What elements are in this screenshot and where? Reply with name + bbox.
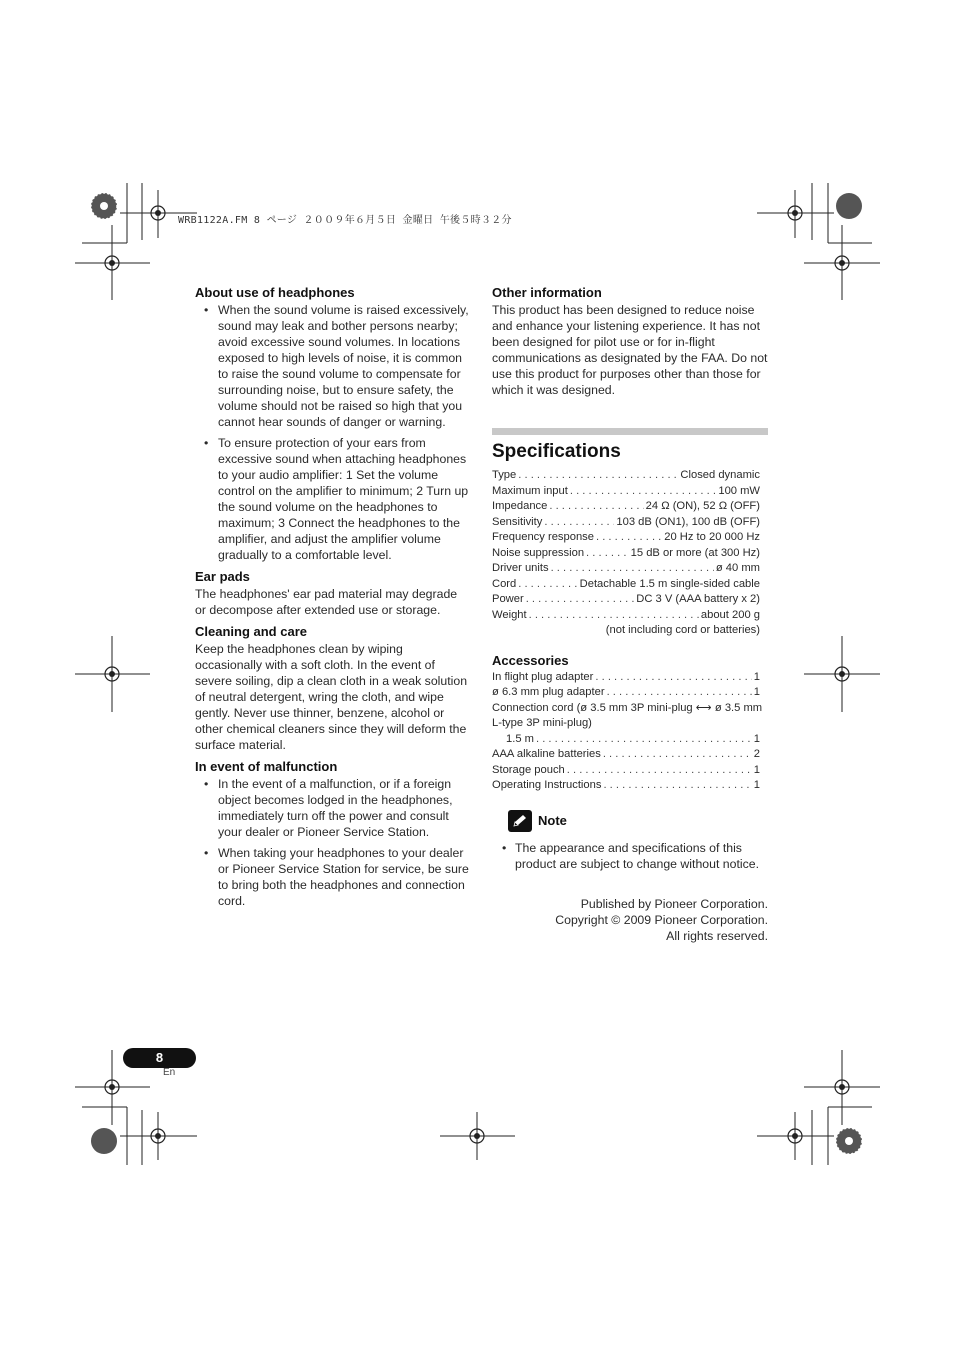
accessory-qty: 1 [753, 670, 760, 683]
spec-value: 20 Hz to 20 000 Hz [664, 531, 760, 543]
spec-row [492, 608, 760, 624]
accessory-qty: 2 [753, 748, 760, 760]
spec-row [492, 592, 760, 608]
spec-row [492, 484, 760, 500]
connection-cord-text: Connection cord (ø 3.5 mm 3P mini-plug ⟷ ø 3.5 mm L-type 3P mini-plug) [492, 701, 763, 729]
list-item: • In the event of a malfunction, or if a foreign object becomes lodged in the headphones, immediately turn off the power and consult your dealer or Pioneer Service Station. [195, 776, 470, 840]
copyright-line: Copyright © 2009 Pioneer Corporation. [555, 912, 768, 927]
spec-row [492, 577, 760, 593]
spec-row [492, 468, 760, 484]
about-headphones-heading: About use of headphones [195, 285, 355, 300]
weight-note: (not including cord or batteries) [605, 624, 760, 636]
spec-label: Driver units [492, 562, 549, 574]
specifications-heading: Specifications [492, 441, 621, 462]
about-headphones-section [195, 285, 470, 563]
accessories-list [492, 670, 768, 794]
list-item: • When the sound volume is raised excessively, sound may leak and bother persons nearby; avoid excessive sound volumes. In locations exposed to high levels of noise, it is common to raise the sound volume to compensate for surrounding noise, but to ensure safety, the volume should not be raised so high that you cannot hear sounds of danger or warning. [195, 302, 470, 430]
rights-line: All rights reserved. [666, 928, 768, 943]
spec-value: 103 dB (ON1), 100 dB (OFF) [616, 515, 760, 528]
accessory-label: 1.5 m [506, 732, 534, 745]
accessory-label: Storage pouch [492, 763, 565, 776]
spec-value: Detachable 1.5 m single-sided cable [579, 577, 760, 590]
spec-row [492, 561, 760, 577]
spec-label: Noise suppression [492, 546, 585, 559]
ear-pads-heading: Ear pads [195, 569, 250, 584]
cleaning-heading: Cleaning and care [195, 624, 307, 639]
page-language: En [163, 1067, 176, 1078]
accessory-label: Operating Instructions [492, 779, 602, 791]
accessory-row [492, 732, 760, 748]
spec-label: Cord [492, 577, 517, 590]
cleaning-section [195, 624, 470, 753]
ear-pads-text: The headphones' ear pad material may degrade or decompose after extended use or storage. [195, 587, 458, 617]
spec-label: Power [492, 593, 524, 605]
accessory-qty: 1 [753, 763, 760, 776]
spec-value: 15 dB or more (at 300 Hz) [630, 546, 760, 559]
spec-value: DC 3 V (AAA battery x 2) [636, 593, 760, 605]
about-headphones-list [195, 302, 470, 563]
accessory-row [492, 685, 760, 701]
pencil-icon [508, 810, 532, 832]
spec-row [492, 499, 760, 515]
page-number: 8 [123, 1048, 196, 1068]
spec-row [492, 515, 760, 531]
accessory-qty: 1 [753, 732, 760, 745]
other-info-section [492, 285, 768, 398]
malfunction-heading: In event of malfunction [195, 759, 338, 774]
section-divider [492, 428, 768, 435]
spec-label: Weight [492, 608, 527, 621]
spec-value: about 200 g [700, 608, 760, 621]
malfunction-list [195, 776, 470, 909]
ear-pads-section [195, 569, 470, 618]
accessory-row [492, 670, 760, 686]
accessory-label: In flight plug adapter [492, 670, 594, 683]
spec-value: ø 40 mm [715, 562, 760, 574]
other-info-text: This product has been designed to reduce noise and enhance your listening experience. It has not been designed for pilot use or for in-flight communications as designated by the FAA. Do not use this product for purposes other than those for which it was designed. [492, 303, 768, 397]
spec-label: Frequency response [492, 531, 594, 543]
published-line: Published by Pioneer Corporation. [580, 896, 768, 911]
right-column [492, 285, 768, 944]
spec-label: Maximum input [492, 484, 568, 497]
spec-value: 100 mW [718, 484, 760, 497]
accessory-label: AAA alkaline batteries [492, 748, 601, 760]
other-info-heading: Other information [492, 285, 602, 300]
list-item: • To ensure protection of your ears from excessive sound when attaching headphones to your audio amplifier: 1 Set the volume control on the amplifier to minimum; 2 Turn up the sound volume on the headphones to maximum; 3 Connect the headphones to the amplifier, and adjust the amplifier volume gradually to a comfortable level. [195, 435, 470, 563]
spec-value: 24 Ω (ON), 52 Ω (OFF) [645, 500, 760, 512]
spec-value: Closed dynamic [680, 469, 760, 481]
accessory-row [492, 778, 760, 794]
list-item: • The appearance and specifications of this product are subject to change without notice. [492, 840, 768, 872]
accessory-qty: 1 [753, 686, 760, 698]
note-title: Note [538, 812, 567, 828]
malfunction-section [195, 759, 470, 909]
spec-label: Type [492, 469, 517, 481]
spec-label: Sensitivity [492, 515, 543, 528]
spec-row [492, 530, 760, 546]
spec-row [492, 546, 760, 562]
accessory-qty: 1 [753, 779, 760, 791]
accessory-label: ø 6.3 mm plug adapter [492, 686, 605, 698]
list-item: • When taking your headphones to your dealer or Pioneer Service Station for service, be sure to bring both the headphones and connection cord. [195, 845, 470, 909]
accessory-row [492, 747, 760, 763]
spec-label: Impedance [492, 500, 548, 512]
cleaning-text: Keep the headphones clean by wiping occasionally with a soft cloth. In the event of severe soiling, dip a clean cloth in a weak solution of neutral detergent, wring the cloth, and wipe gently. Never use thinner, benzene, alcohol or other chemical cleaners since they will deform the surface material. [195, 642, 468, 752]
file-header-line: WRB1122A.FM 8 ページ ２００９年６月５日 金曜日 午後５時３２分 [178, 215, 512, 226]
note-list [492, 840, 768, 872]
accessories-heading: Accessories [492, 652, 569, 668]
left-column [195, 285, 470, 915]
publisher-info [492, 896, 768, 944]
spec-table [492, 468, 768, 639]
accessory-row [492, 763, 760, 779]
note-header [492, 810, 768, 832]
